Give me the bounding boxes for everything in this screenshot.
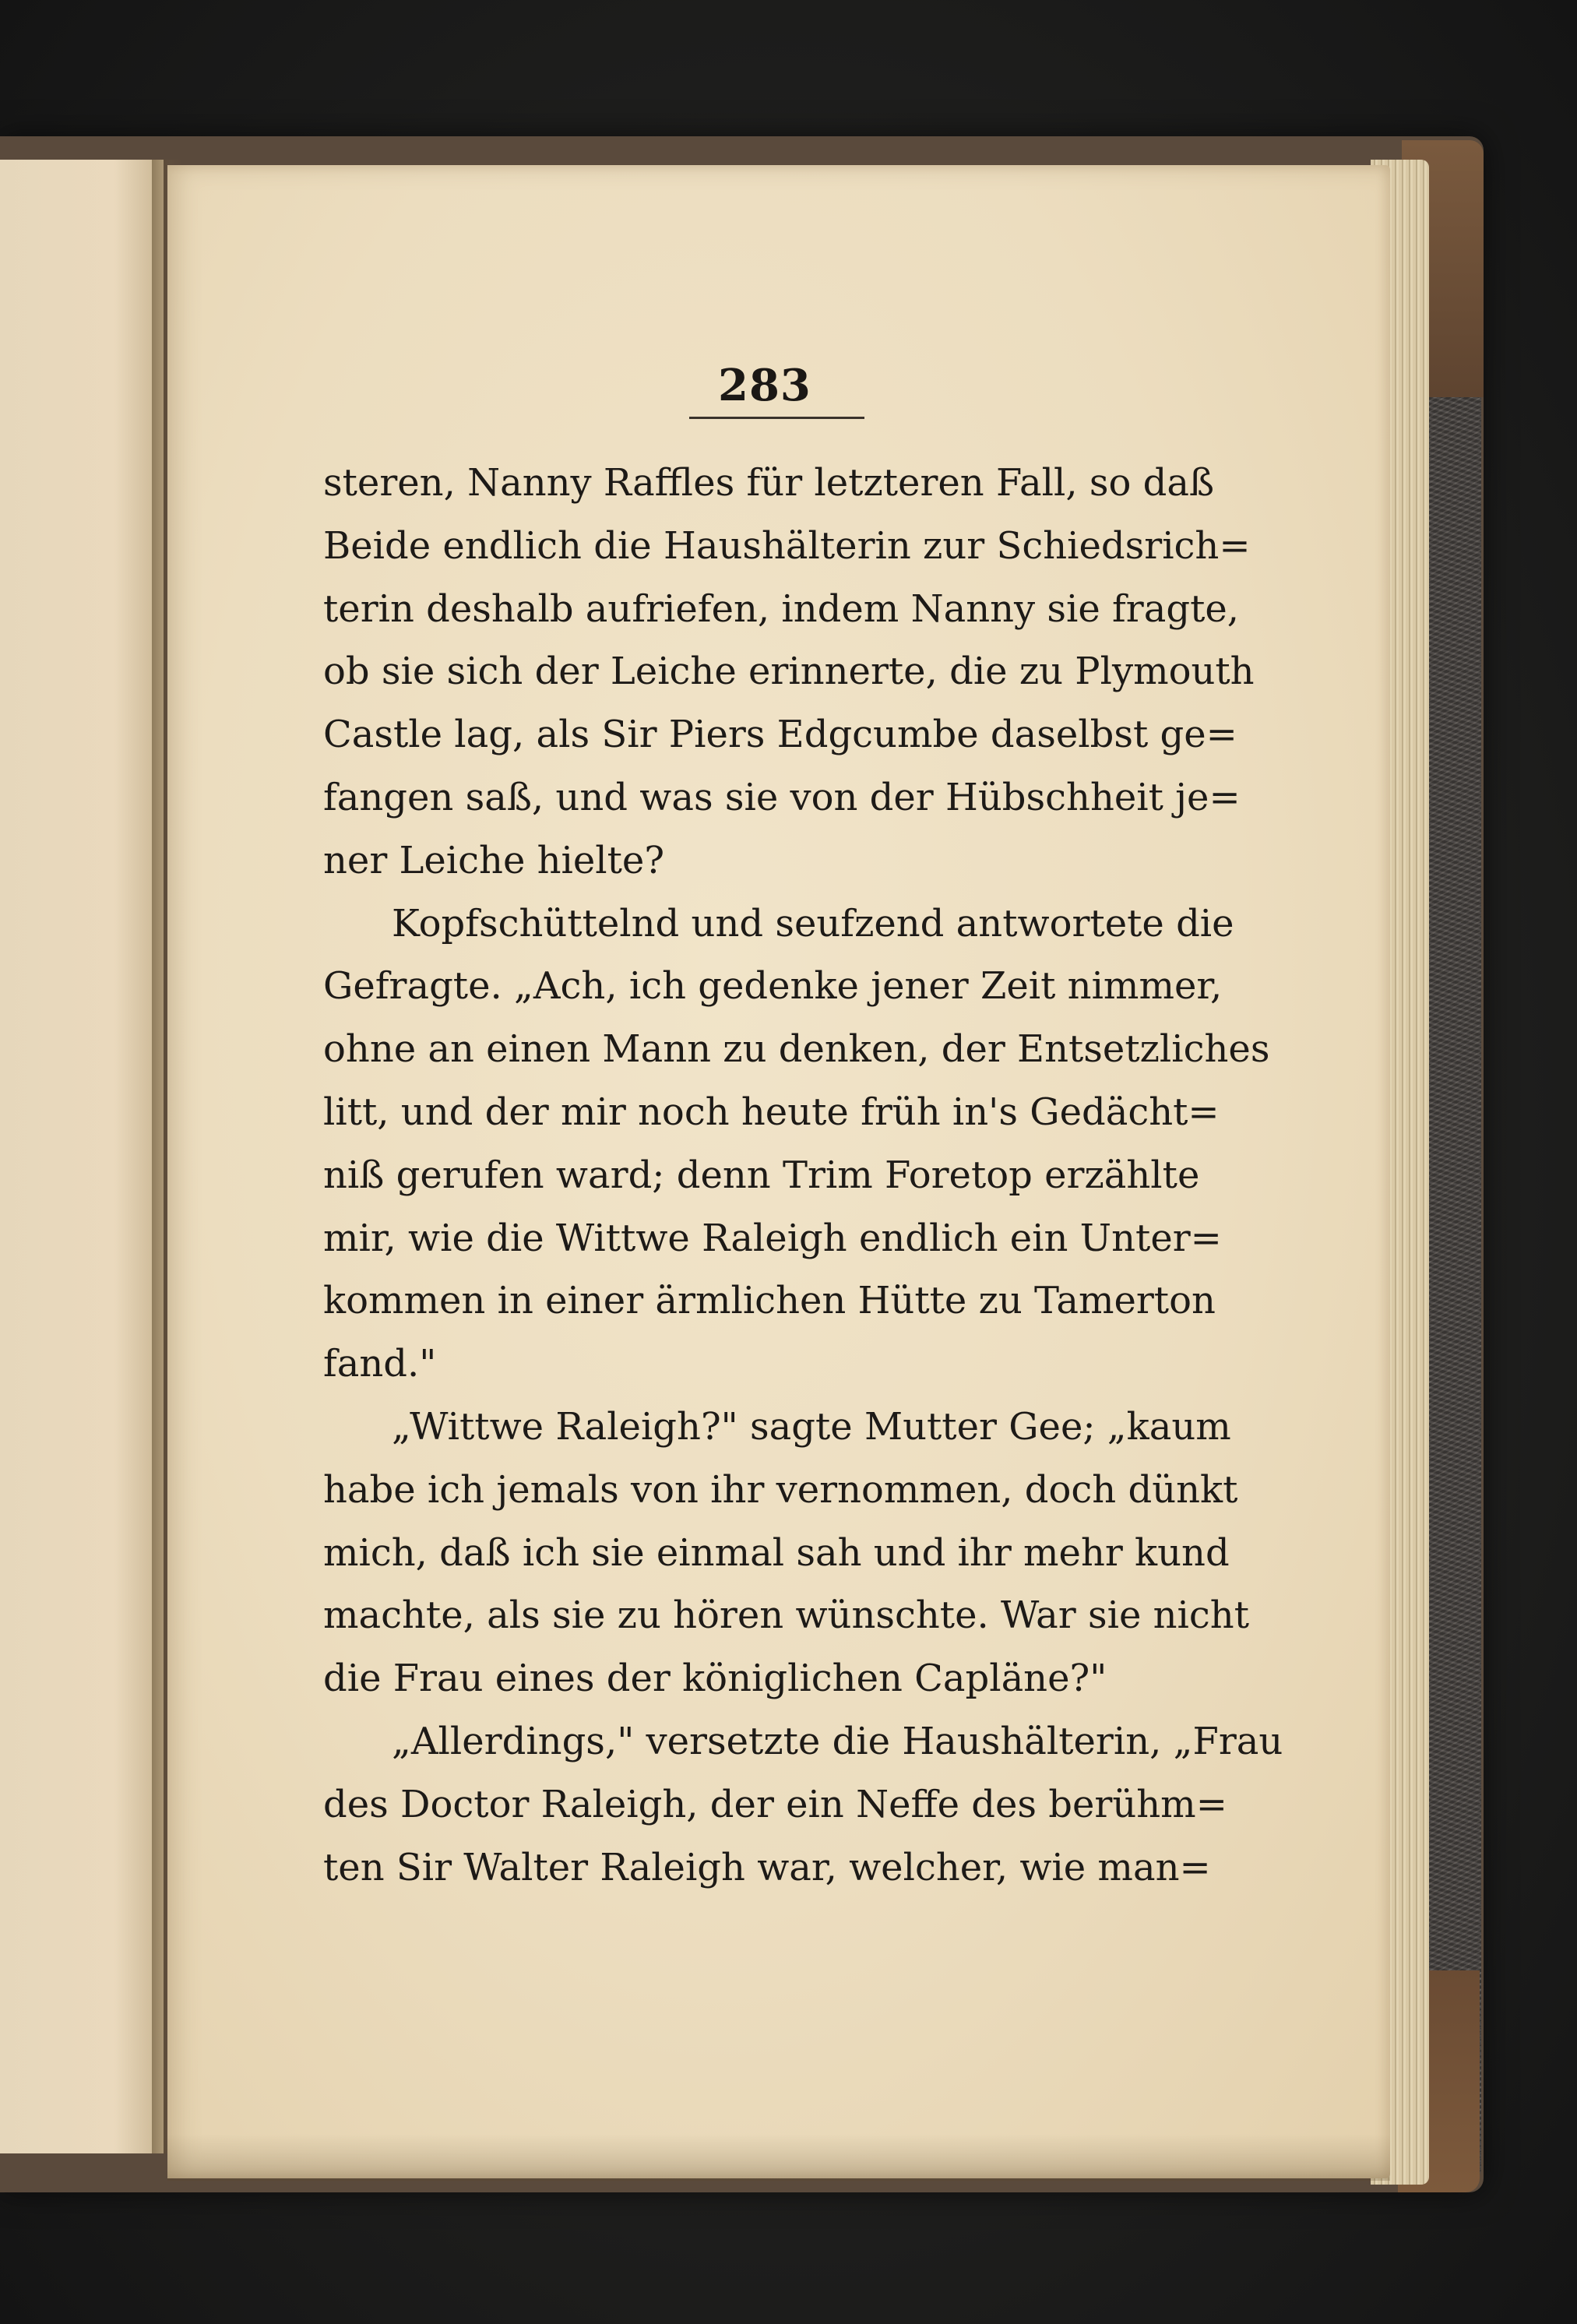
text-line: Kopfschüttelnd und seufzend antwortete die [392, 901, 1234, 945]
text-line: ten Sir Walter Raleigh war, welcher, wie man= [323, 1845, 1211, 1889]
text-line: niß gerufen ward; denn Trim Foretop erzählte [323, 1153, 1200, 1197]
text-line: „Allerdings," versetzte die Haushälterin, „Frau [392, 1719, 1283, 1763]
text-line: machte, als sie zu hören wünschte. War sie nicht [323, 1593, 1249, 1638]
page-bottom-shadow [167, 2134, 1390, 2181]
text-line: fangen saß, und was sie von der Hübschheit je= [323, 775, 1241, 819]
text-line: ohne an einen Mann zu denken, der Entsetzliches [323, 1027, 1270, 1072]
text-line: Beide endlich die Haushälterin zur Schiedsrich= [323, 523, 1251, 568]
header-rule [689, 417, 864, 419]
page-number: 283 [718, 360, 811, 411]
text-line: des Doctor Raleigh, der ein Neffe des berühm= [323, 1782, 1227, 1826]
body-text [323, 452, 1283, 1899]
text-line: fand." [323, 1342, 437, 1386]
text-line: litt, und der mir noch heute früh in's Gedächt= [323, 1090, 1220, 1134]
text-line: terin deshalb aufriefen, indem Nanny sie fragte, [323, 586, 1240, 631]
text-line: mich, daß ich sie einmal sah und ihr mehr kund [323, 1530, 1230, 1575]
left-page [0, 160, 164, 2153]
text-line: ner Leiche hielte? [323, 838, 665, 882]
text-line: die Frau eines der königlichen Capläne?" [323, 1657, 1107, 1701]
text-line: Castle lag, als Sir Piers Edgcumbe daselbst ge= [323, 713, 1237, 757]
text-line: mir, wie die Wittwe Raleigh endlich ein Unter= [323, 1216, 1222, 1260]
text-line: kommen in einer ärmlichen Hütte zu Tamerton [323, 1279, 1216, 1323]
text-line: habe ich jemals von ihr vernommen, doch dünkt [323, 1467, 1238, 1512]
text-line: steren, Nanny Raffles für letzteren Fall, so daß [323, 461, 1215, 505]
text-line: „Wittwe Raleigh?" sagte Mutter Gee; „kaum [392, 1404, 1231, 1449]
text-line: Gefragte. „Ach, ich gedenke jener Zeit nimmer, [323, 964, 1223, 1009]
text-line: ob sie sich der Leiche erinnerte, die zu Plymouth [323, 650, 1255, 694]
